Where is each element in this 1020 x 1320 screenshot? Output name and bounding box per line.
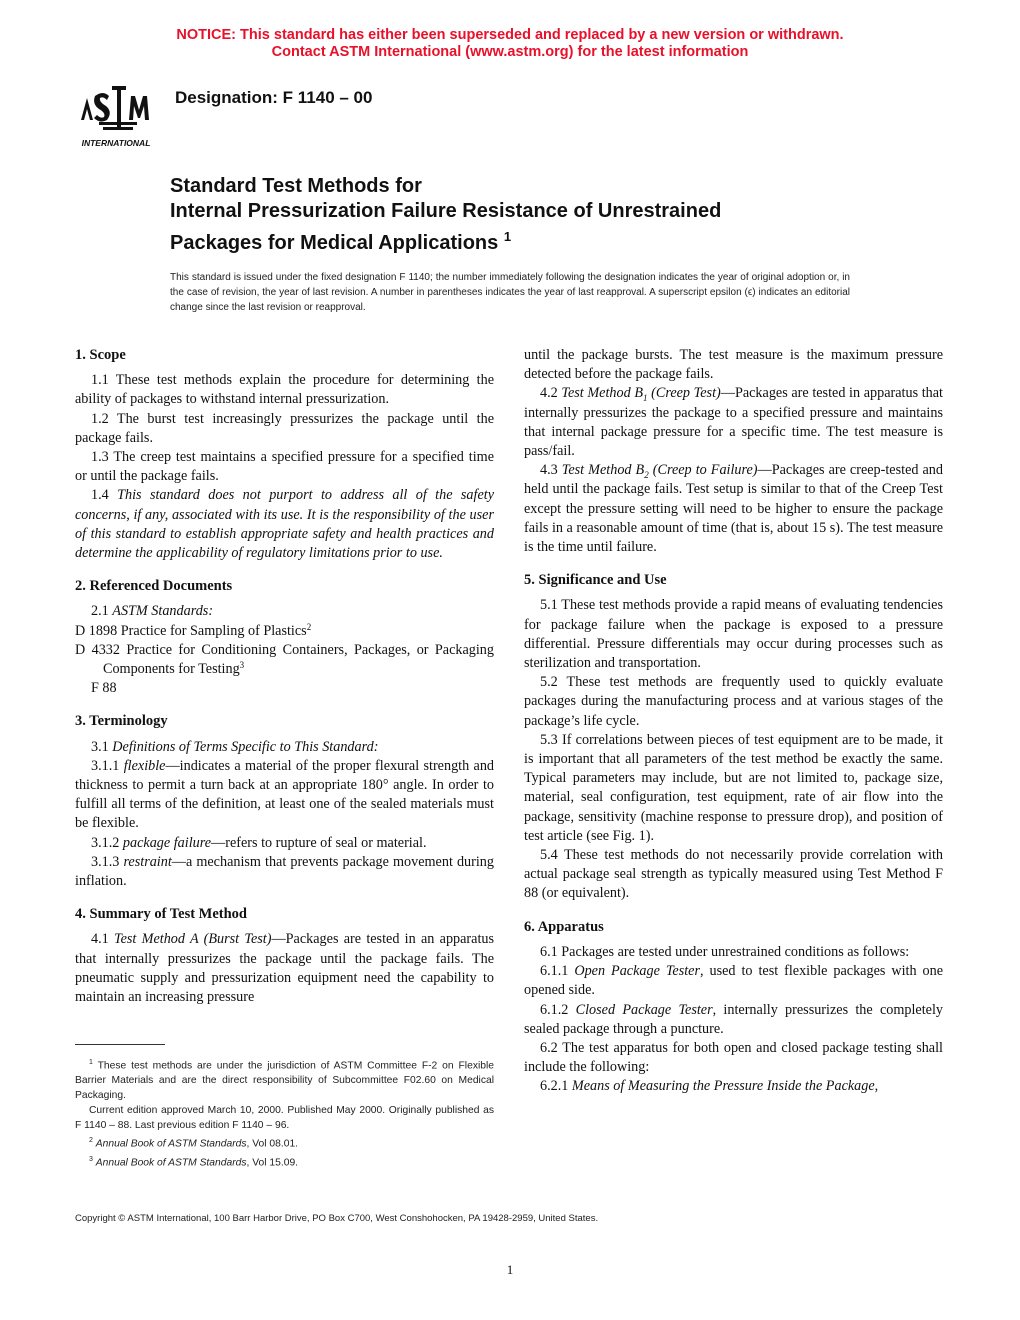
reference-f88: F 88 [91,680,117,697]
para-4-2: 4.2 Test Method $B_1$ (Creep Test)—Packages are tested in apparatus that internally pressurizes the package to a specified pressure and maintains that internal package pressure for a specific time. The test measure is pass/fail. [524,385,944,460]
reference-d4332: D 4332 Practice for Conditioning Containers, Packages, or Packaging Components for Testing$^3$ [75,641,494,678]
footnote-1: $^1$ These test methods are under the jurisdiction of ASTM Committee F-2 on Flexible Barrier Materials and are the direct responsibility of Subcommittee F02.60 on Medical Packaging. [75,1059,494,1102]
footnote-2: $^2$ Annual Book of ASTM Standards, Vol 08.01. [89,1137,299,1150]
section-4-heading: 4. Summary of Test Method [75,906,247,923]
section-3-heading: 3. Terminology [75,713,168,730]
para-5-3: 5.3 If correlations between pieces of test equipment are to be made, it is important that all parameters of the test method be exactly the same. Typical parameters may include, but are not limited to, package size, material, seal configuration, test equipment, rate of air flow into the package, sensitivity (machine response to pressure drop), and position of test article (see Fig. 1). [524,731,943,844]
para-3-1-1: 3.1.1 flexible—indicates a material of the proper flexural strength and thickness to permit a turn back at an appropriate 180° angle. In order to fulfill all terms of the definition, at least one of the sealed materials must be flexible. [75,757,495,832]
title-footnote-mark: 1 [503,229,512,244]
title-line-1: Standard Test Methods for [170,175,422,197]
left-column [75,346,494,1007]
title-line-2: Internal Pressurization Failure Resistance of Unrestrained [170,200,722,222]
section-2-heading: 2. Referenced Documents [75,578,233,595]
para-5-1: 5.1 These test methods provide a rapid means of evaluating tendencies for package failure when the package is exposed to a pressure differential. Pressure differentials may occur during processes such as sterilization and transportation. [524,597,943,672]
notice-line-1: NOTICE: This standard has either been superseded and replaced by a new version or withdrawn. [176,27,844,43]
copyright-line: Copyright © ASTM International, 100 Barr Harbor Drive, PO Box C700, West Conshohocken, PA 19428-2959, United States. [75,1213,599,1224]
para-4-3: 4.3 Test Method $B_2$ (Creep to Failure)—Packages are creep-tested and held until the package fails. Test setup is similar to that of the Creep Test except the pressure setting will need to be higher to ensure the package fails in a reasonable amount of time (that is, about 15 s). The test measure is the time until failure. [524,462,943,556]
para-1-4: 1.4 This standard does not purport to address all of the safety concerns, if any, associated with its use. It is the responsibility of the user of this standard to establish appropriate safety and health practices and determine the applicability of regulatory limitations prior to use. [75,487,494,562]
para-1-1: 1.1 These test methods explain the procedure for determining the ability of packages to withstand internal pressurization. [75,372,494,408]
para-4-1-continued: until the package bursts. The test measure is the maximum pressure detected before the package fails. [524,347,943,383]
designation: Designation: F 1140 – 00 [175,88,373,107]
issuance-note: This standard is issued under the fixed designation F 1140; the number immediately following the designation indicates the year of original adoption or, in the case of revision, the year of last revision. A number in parentheses indicates the year of last reapproval. A superscript epsilon (ϵ) indicates an editorial change since the last revision or reapproval. [170,272,850,313]
para-1-2: 1.2 The burst test increasingly pressurizes the package until the package fails. [75,410,494,446]
footnote-divider [75,1044,165,1045]
page-number: 1 [506,1262,514,1277]
title-line-3: Packages for Medical Applications [170,232,499,254]
para-3-1-3: 3.1.3 restraint—a mechanism that prevents package movement during inflation. [75,853,494,890]
logo-caption: INTERNATIONAL [81,138,151,148]
para-6-1: 6.1 Packages are tested under unrestrained conditions as follows: [540,943,910,960]
reference-d1898: D 1898 Practice for Sampling of Plastics$^2$ [75,621,312,639]
section-5-heading: 5. Significance and Use [524,572,667,589]
para-6-2-1: 6.2.1 Means of Measuring the Pressure Inside the Package, [540,1078,879,1095]
notice-line-2: Contact ASTM International (www.astm.org) for the latest information [271,44,749,60]
para-4-1: 4.1 Test Method A (Burst Test)—Packages are tested in an apparatus that internally pressurizes the package until the package fails. The pneumatic supply and pressurization equipment need the capability to maintain an increasing pressure [75,931,495,1006]
footnote-1-edition: Current edition approved March 10, 2000. Published May 2000. Originally published as F 1140 – 88. Last previous edition F 1140 – 96. [75,1105,494,1132]
para-3-1-2: 3.1.2 package failure—refers to rupture of seal or material. [91,834,427,851]
right-column [524,346,943,1097]
para-3-1: 3.1 Definitions of Terms Specific to This Standard: [91,738,379,755]
superseded-notice [0,27,1020,61]
para-6-1-2: 6.1.2 Closed Package Tester, internally pressurizes the completely sealed package through a puncture. [524,1001,943,1037]
astm-logo-icon [73,76,159,152]
section-1-heading: 1. Scope [75,347,126,363]
footnotes [75,1055,494,1170]
para-6-2: 6.2 The test apparatus for both open and closed package testing shall include the following: [524,1039,943,1076]
para-5-2: 5.2 These test methods are frequently used to quickly evaluate packages during the manufacturing process and at various stages of the package’s life cycle. [524,674,943,729]
para-1-3: 1.3 The creep test maintains a specified pressure for a specified time or until the package fails. [75,449,494,485]
para-5-4: 5.4 These test methods do not necessarily provide correlation with actual package seal strength as typically measured using Test Method F 88 (or equivalent). [524,847,943,902]
footnote-3: $^3$ Annual Book of ASTM Standards, Vol 15.09. [89,1155,299,1169]
para-2-1: 2.1 ASTM Standards: [91,603,214,620]
section-6-heading: 6. Apparatus [524,918,604,935]
document-title [170,174,890,256]
para-6-1-1: 6.1.1 Open Package Tester, used to test flexible packages with one opened side. [524,963,944,999]
